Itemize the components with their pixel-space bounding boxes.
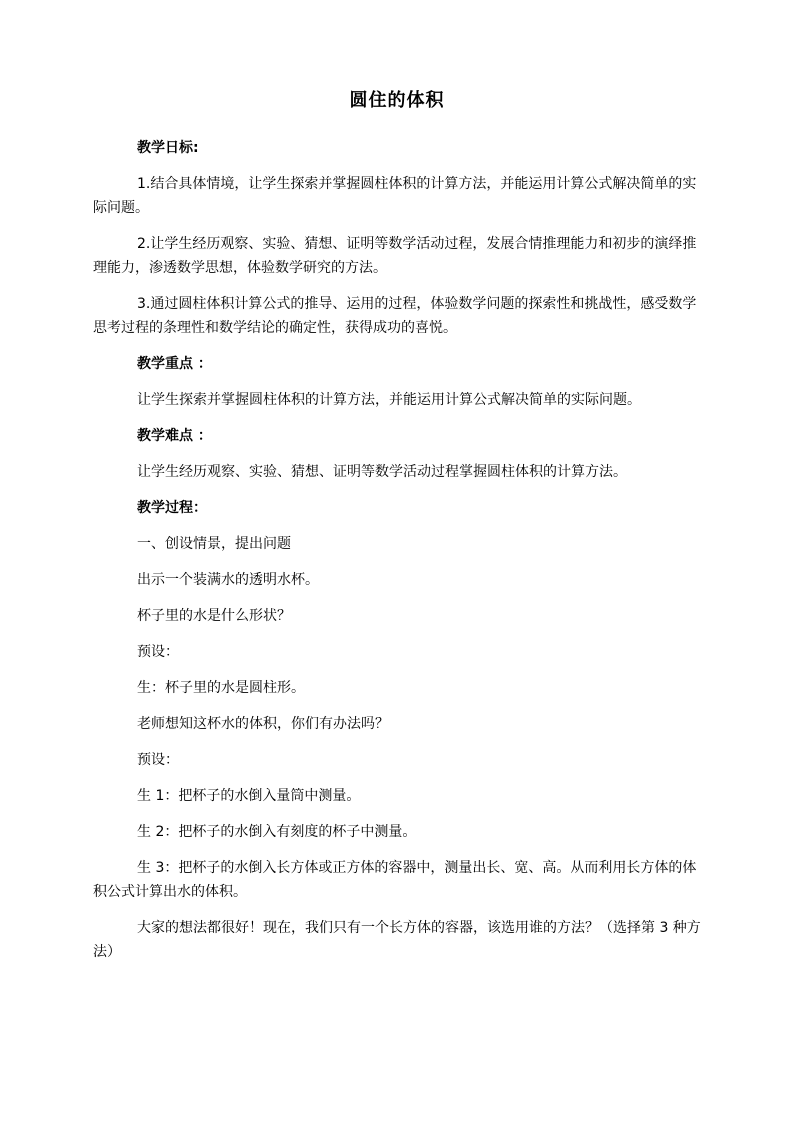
section-1-heading: 一、创设情景，提出问题	[137, 536, 291, 552]
process-line: 预设：	[137, 644, 179, 660]
process-line: 预设：	[137, 752, 179, 768]
document-title: 圆住的体积	[349, 90, 445, 111]
process-line: 生 2：把杯子的水倒入有刻度的杯子中测量。	[137, 824, 417, 840]
objective-2: 2.让学生经历观察、实验、猜想、证明等数学活动过程，发展合情推理能力和初步的演绎推理能力，渗透数学思想，体验数学研究的方法。	[93, 236, 697, 276]
process-line: 大家的想法都很好！现在，我们只有一个长方体的容器，该选用谁的方法？（选择第 3 种方法）	[93, 920, 701, 960]
objectives-heading: 教学日标:	[137, 140, 199, 156]
difficulty-heading: 教学难点 ：	[137, 428, 212, 444]
process-heading: 教学过程：	[137, 500, 207, 516]
process-line: 老师想知这杯水的体积，你们有办法吗？	[137, 716, 389, 732]
process-line: 出示一个装满水的透明水杯。	[137, 572, 319, 588]
key-point-text: 让学生探索并掌握圆柱体积的计算方法，并能运用计算公式解决简单的实际问题。	[137, 392, 641, 408]
objective-3: 3.通过圆柱体积计算公式的推导、运用的过程，体验数学问题的探索性和挑战性，感受数学思考过程的条理性和数学结论的确定性，获得成功的喜悦。	[93, 296, 697, 336]
objective-1: 1.结合具体情境，让学生探索并掌握圆柱体积的计算方法，并能运用计算公式解决简单的实际问题。	[93, 176, 697, 216]
document-body	[93, 136, 705, 964]
process-line: 生 1：把杯子的水倒入量筒中测量。	[137, 788, 361, 804]
process-line: 杯子里的水是什么形状？	[137, 608, 291, 624]
difficulty-text: 让学生经历观察、实验、猜想、证明等数学活动过程掌握圆柱体积的计算方法。	[137, 464, 627, 480]
process-line: 生 3：把杯子的水倒入长方体或正方体的容器中，测量出长、宽、高。从而利用长方体的体积公式计算出水的体积。	[93, 860, 697, 900]
process-line: 生：杯子里的水是圆柱形。	[137, 680, 305, 696]
key-point-heading: 教学重点 ：	[137, 356, 212, 372]
